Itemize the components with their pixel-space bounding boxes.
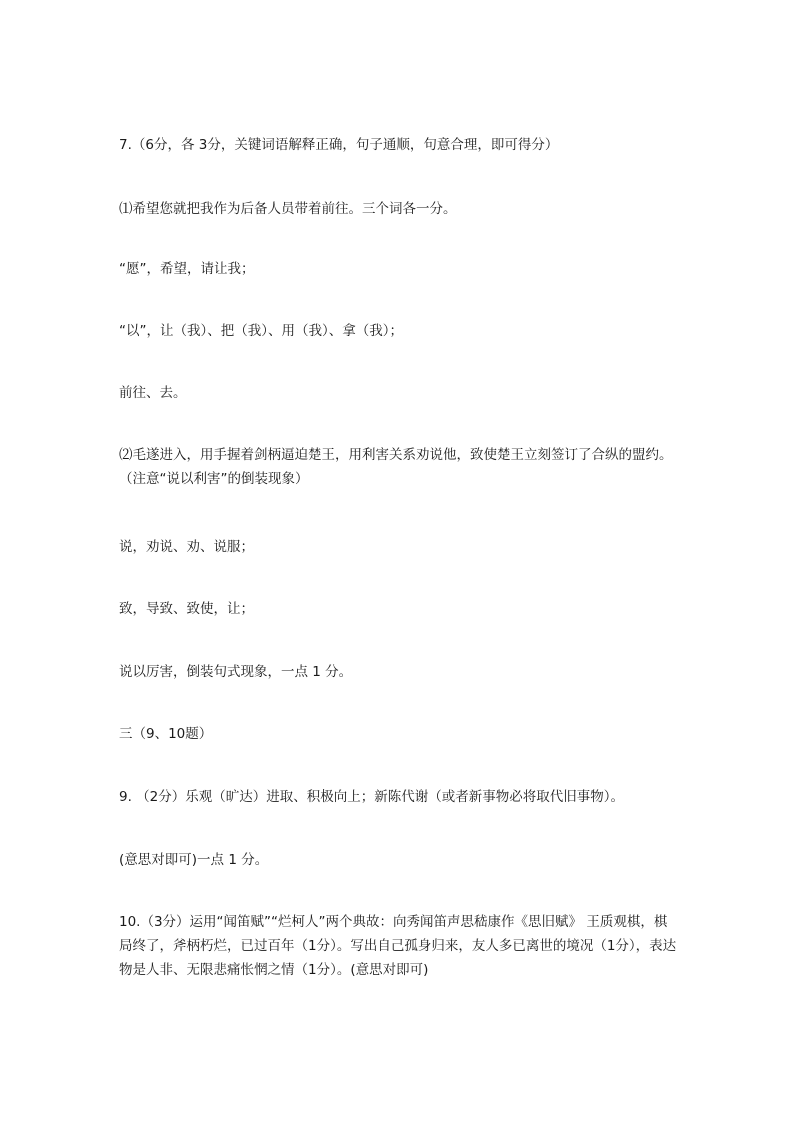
answer-7-part1-word2: “以”，让（我）、把（我）、用（我）、拿（我）； (119, 323, 403, 339)
answer-7-part2-word3: 说以厉害，倒装句式现象，一点 1 分。 (119, 664, 353, 680)
answer-7-part2-word2: 致，导致、致使，让； (119, 601, 254, 617)
answer-7-part1: ⑴希望您就把我作为后备人员带着前往。三个词各一分。 (119, 201, 457, 217)
answer-7-part1-word1: “愿”，希望，请让我； (119, 261, 255, 277)
answer-9: 9. （2分）乐观（旷达）进取、积极向上；新陈代谢（或者新事物必将取代旧事物）。 (119, 789, 625, 805)
answer-7-header: 7.（6分，各 3分，关键词语解释正确，句子通顺，句意合理，即可得分） (119, 137, 559, 153)
answer-7-part1-word3: 前往、去。 (119, 385, 187, 401)
answer-9-scoring: (意思对即可)一点 1 分。 (119, 852, 269, 868)
section-3-heading: 三（9、10题） (119, 726, 213, 742)
answer-7-part2: ⑵毛遂进入，用手握着剑柄逼迫楚王，用利害关系劝说他，致使楚王立刻签订了合纵的盟约。（注意“说以利害”的倒装现象） (119, 447, 673, 487)
answer-10: 10.（3分）运用“闻笛赋”“烂柯人”两个典故：向秀闻笛声思嵇康作《思旧赋》 王质观棋，棋局终了，斧柄朽烂，已过百年（1分）。写出自己孤身归来，友人多已离世的境况（1分），表达物是人非、无限悲痛怅惘之情（1分）。(意思对即可) (119, 914, 677, 978)
answer-7-part2-word1: 说，劝说、劝、说服； (119, 539, 254, 555)
